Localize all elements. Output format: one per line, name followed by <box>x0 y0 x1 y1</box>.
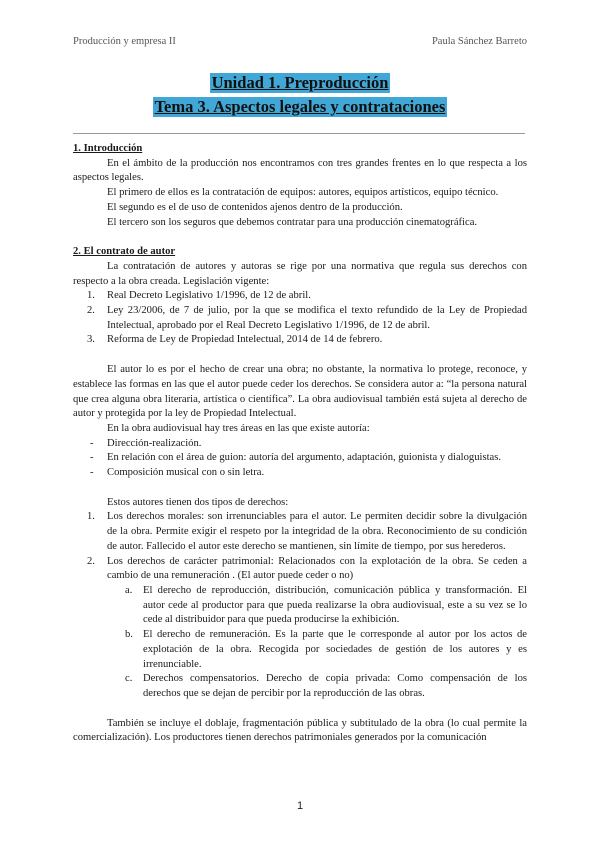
list-item: b. El derecho de remuneración. Es la parte que le corresponde al autor por los actos de explotación de la obra. Recogida por sociedades de gestión de los autores y es irrenunciable. <box>125 629 527 670</box>
list-item: 1. Real Decreto Legislativo 1/1996, de 12 de abril. <box>87 290 311 302</box>
paragraph: La contratación de autores y autoras se rige por una normativa que regula sus derechos con respecto a la obra creada. Legislación vigente: <box>73 260 527 287</box>
paragraph: También se incluye el doblaje, fragmentación pública y subtitulado de la obra (lo cual permite la comercialización). Los productores tienen derechos patrimoniales generados por la comunicación <box>73 717 527 744</box>
rights-list <box>73 510 527 584</box>
list-item: - Dirección-realización. <box>90 437 202 449</box>
title-block <box>0 73 600 117</box>
spacer <box>73 230 527 245</box>
paragraph: El autor lo es por el hecho de crear una obra; no obstante, la normativa lo protege, reconoce, y establece las formas en las que el autor puede ceder los derechos. Se considera autor a: “la persona natural que crea alguna obra literaria, artística o científica”. La obra audiovisual también está sujeta al derecho de autor y protegida por la ley de Propiedad Intelectual. <box>73 364 527 420</box>
unit-title: Unidad 1. Preproducción <box>211 73 389 92</box>
section-heading-author-contract: 2. El contrato de autor <box>73 246 176 258</box>
topic-title: Tema 3. Aspectos legales y contrataciones <box>154 97 446 116</box>
spacer <box>73 348 527 363</box>
paragraph: En el ámbito de la producción nos encontramos con tres grandes frentes en lo que respecta a los aspectos legales. <box>73 157 527 184</box>
list-item: a. El derecho de reproducción, distribución, comunicación pública y transformación. El autor cede al productor para que pueda realizarse la obra audiovisual, este a su vez se lo cede al distribuidor para que pueda producirse la exhibición. <box>125 584 527 626</box>
header-author: Paula Sánchez Barreto <box>431 36 527 47</box>
section-heading-intro: 1. Introducción <box>73 143 143 154</box>
page-number: 1 <box>296 800 304 812</box>
authorship-areas-list <box>73 437 527 481</box>
list-item: 2. Ley 23/2006, de 7 de julio, por la que se modifica el texto refundido de la Ley de Propiedad Intelectual, aprobado por el Real Decreto Legislativo 1/1996, de 12 de abril. <box>87 305 527 331</box>
patrimonial-rights-list <box>73 584 527 702</box>
paragraph: Estos autores tienen dos tipos de derechos: <box>107 496 289 508</box>
list-item: 2. Los derechos de carácter patrimonial: Relacionados con la explotación de la obra. Se ceden a cambio de una remuneración . (El autor puede ceder o no) <box>87 555 527 582</box>
spacer <box>73 702 527 717</box>
list-item: - Composición musical con o sin letra. <box>90 467 265 479</box>
list-item: - En relación con el área de guion: autoría del argumento, adaptación, guionista y dialoguistas. <box>90 452 502 464</box>
document-body <box>73 142 527 746</box>
paragraph: El tercero son los seguros que debemos contratar para una producción cinematográfica. <box>107 216 478 228</box>
list-item: 1. Los derechos morales: son irrenunciables para el autor. Le permiten decidir sobre la divulgación de la obra. Permite exigir el respeto por la integridad de la obra. Reconocimiento de su condición de autor. Fallecido el autor este derecho se mantienen, sin límite de tiempo, por sus herederos. <box>87 511 527 552</box>
paragraph: El segundo es el de uso de contenidos ajenos dentro de la producción. <box>107 201 403 213</box>
header-course: Producción y empresa II <box>73 36 176 47</box>
list-item: c. Derechos compensatorios. Derecho de copia privada: Como compensación de los derechos que se dejan de percibir por la reproducción de las obras. <box>125 673 527 699</box>
paragraph: El primero de ellos es la contratación de equipos: autores, equipos artísticos, equipo técnico. <box>107 187 499 199</box>
spacer <box>73 481 527 496</box>
title-divider <box>73 133 525 134</box>
legislation-list <box>73 289 527 348</box>
list-item: 3. Reforma de Ley de Propiedad Intelectual, 2014 de 14 de febrero. <box>87 334 383 346</box>
paragraph: En la obra audiovisual hay tres áreas en las que existe autoría: <box>107 422 370 434</box>
